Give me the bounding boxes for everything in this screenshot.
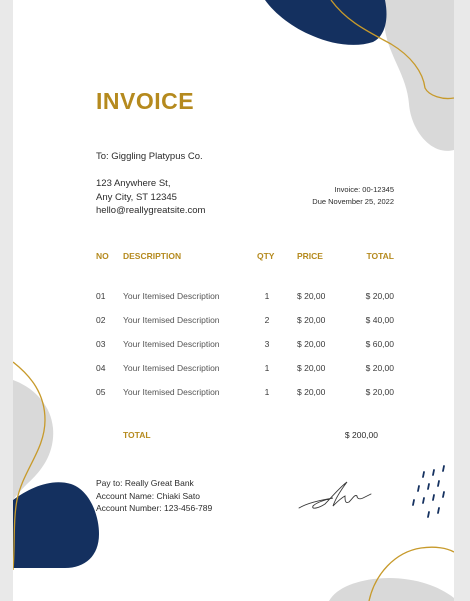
col-header-price: PRICE [297,251,323,261]
row-description: Your Itemised Description [123,387,220,397]
col-header-no: NO [96,251,109,261]
address-line: 123 Anywhere St, [96,178,171,189]
col-header-qty: QTY [257,251,275,261]
row-total: $ 20,00 [365,363,394,373]
row-no: 03 [96,339,106,349]
signature-image [295,474,375,514]
address-line: Any City, ST 12345 [96,191,177,203]
row-price: $ 20,00 [297,387,326,397]
row-qty: 1 [264,363,270,373]
row-price: $ 20,00 [297,363,326,373]
email: hello@reallygreatsite.com [96,205,206,216]
pay-to: Pay to: Really Great Bank [96,478,194,488]
invoice-meta [312,184,394,208]
total-label: TOTAL [123,430,151,440]
col-header-total: TOTAL [366,251,394,261]
bill-to: To: Giggling Platypus Co. [96,151,203,162]
row-description: Your Itemised Description [123,339,220,349]
row-total: $ 20,00 [365,291,394,301]
due-date: Due November 25, 2022 [312,197,394,206]
dots-pattern [413,466,444,517]
bottom-gray-blob [329,578,454,601]
left-navy-blob [13,482,99,568]
row-qty: 1 [264,291,270,301]
invoice-number: Invoice: 00-12345 [334,185,394,194]
top-gray-blob [385,0,454,151]
table-row [13,315,454,329]
row-qty: 3 [264,339,270,349]
sender-address [96,177,205,218]
top-navy-blob [265,0,387,45]
payment-info [96,477,212,515]
total-value: $ 200,00 [344,430,378,440]
row-no: 04 [96,363,106,373]
row-description: Your Itemised Description [123,315,220,325]
table-row [13,291,454,305]
table-row [13,363,454,377]
row-total: $ 60,00 [365,339,394,349]
table-row [13,339,454,353]
invoice-page [13,0,454,601]
account-number: Account Number: 123-456-789 [96,503,213,513]
row-price: $ 20,00 [297,291,326,301]
account-name: Account Name: Chiaki Sato [96,490,200,501]
row-description: Your Itemised Description [123,363,220,373]
row-no: 05 [96,387,106,397]
row-price: $ 20,00 [297,339,326,349]
row-qty: 1 [264,387,270,397]
row-total: $ 40,00 [365,315,394,325]
row-total: $ 20,00 [365,387,394,397]
row-qty: 2 [264,315,270,325]
col-header-description: DESCRIPTION [123,251,182,261]
invoice-title: INVOICE [96,88,195,114]
table-row [13,387,454,401]
row-price: $ 20,00 [297,315,326,325]
row-no: 01 [96,291,106,301]
row-no: 02 [96,315,106,325]
row-description: Your Itemised Description [123,291,220,301]
